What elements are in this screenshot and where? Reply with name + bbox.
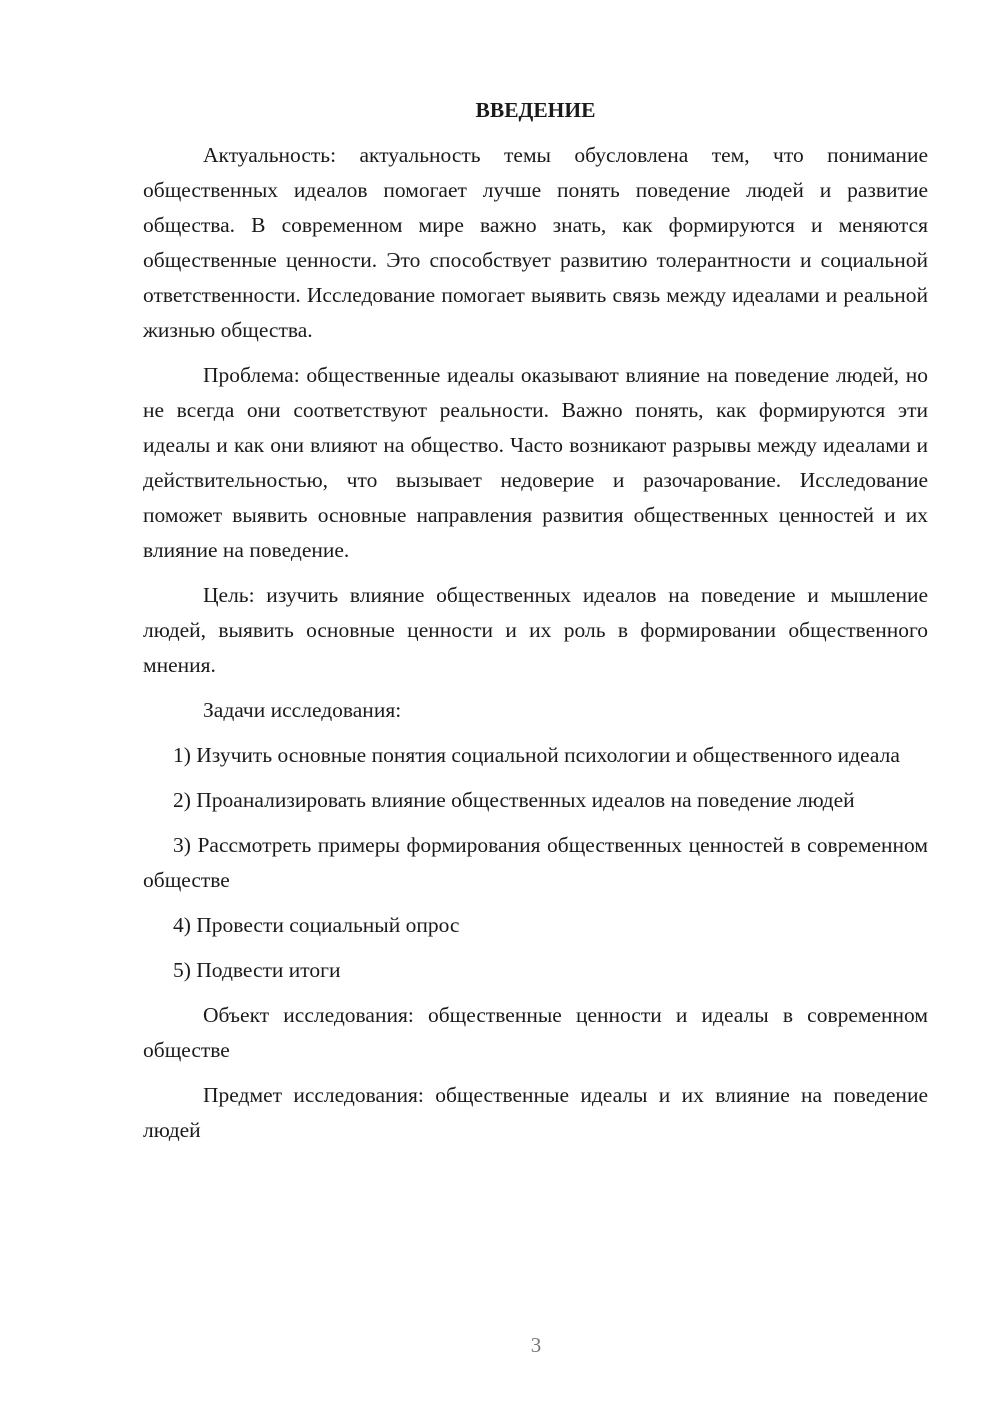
goal-paragraph: Цель: изучить влияние общественных идеалов на поведение и мышление людей, выявить основные ценности и их роль в формировании общественного мнения. xyxy=(143,583,928,677)
task-item: 2) Проанализировать влияние общественных идеалов на поведение людей xyxy=(173,788,855,812)
task-item: 3) Рассмотреть примеры формирования общественных ценностей в современном обществе xyxy=(143,833,928,892)
problem-paragraph: Проблема: общественные идеалы оказывают влияние на поведение людей, но не всегда они соответствуют реальности. Важно понять, как формируются эти идеалы и как они влияют на общество. Часто возникают разрывы между идеалами и действительностью, что вызывает недоверие и разочарование. Исследование поможет выявить основные направления развития общественных ценностей и их влияние на поведение. xyxy=(143,363,928,562)
section-title: ВВЕДЕНИЕ xyxy=(475,98,596,122)
task-item: 5) Подвести итоги xyxy=(173,958,341,982)
page-number: 3 xyxy=(530,1333,542,1357)
page-content xyxy=(143,93,928,1148)
tasks-heading: Задачи исследования: xyxy=(203,698,402,722)
subject-paragraph: Предмет исследования: общественные идеалы и их влияние на поведение людей xyxy=(143,1083,928,1142)
object-paragraph: Объект исследования: общественные ценности и идеалы в современном обществе xyxy=(143,1003,928,1062)
task-item: 1) Изучить основные понятия социальной психологии и общественного идеала xyxy=(173,743,900,767)
relevance-paragraph: Актуальность: актуальность темы обусловлена тем, что понимание общественных идеалов помогает лучше понять поведение людей и развитие общества. В современном мире важно знать, как формируются и меняются общественные ценности. Это способствует развитию толерантности и социальной ответственности. Исследование помогает выявить связь между идеалами и реальной жизнью общества. xyxy=(143,143,928,342)
task-item: 4) Провести социальный опрос xyxy=(173,913,460,937)
